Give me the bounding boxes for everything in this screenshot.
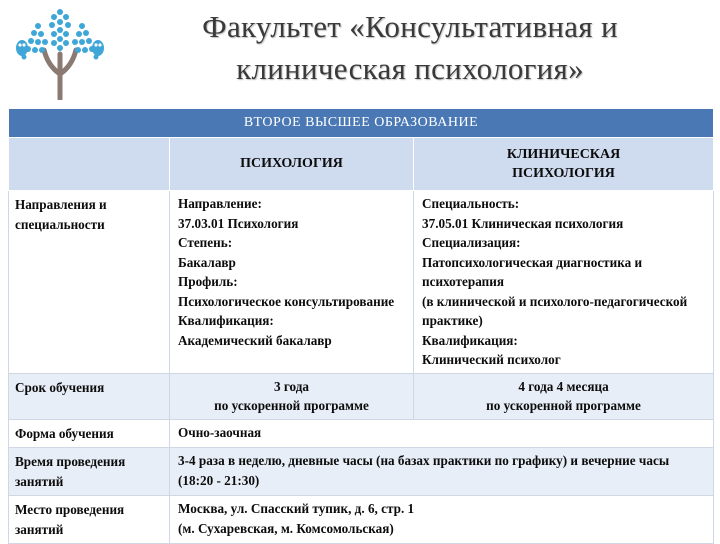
table-row — [9, 448, 714, 496]
education-table — [8, 108, 714, 544]
duration-line: по ускоренной программе — [214, 398, 369, 413]
detail-line: Патопсихологическая диагностика и психотерапия — [422, 254, 643, 289]
detail-line: Специализация: — [422, 235, 521, 250]
detail-line: Квалификация: — [178, 313, 274, 328]
table-subheader-row — [9, 138, 714, 191]
duration-line: по ускоренной программе — [486, 398, 641, 413]
detail-line: Направление: — [178, 196, 262, 211]
detail-line: Специальность: — [422, 196, 520, 211]
row-label: Направления и специальности — [9, 191, 170, 374]
clinical-details — [414, 191, 714, 374]
row-label: Форма обучения — [9, 419, 170, 448]
location-line: Москва, ул. Спасский тупик, д. 6, стр. 1 — [178, 501, 415, 516]
page-title — [112, 6, 708, 90]
column-header-clinical-line2: ПСИХОЛОГИЯ — [512, 166, 615, 181]
detail-line: Клинический психолог — [422, 352, 561, 367]
detail-line: Бакалавр — [178, 254, 236, 270]
empty-cell — [9, 138, 170, 191]
psychology-details — [170, 191, 414, 374]
table-row — [9, 419, 714, 448]
title-line-2: клиническая психология» — [236, 51, 584, 86]
detail-line: Академический бакалавр — [178, 332, 332, 348]
tree-logo-icon — [14, 4, 106, 100]
table-row — [9, 191, 714, 374]
detail-line: Психологическое консультирование — [178, 293, 395, 309]
detail-line: Квалификация: — [422, 332, 518, 348]
column-header-clinical-line1: КЛИНИЧЕСКАЯ — [506, 146, 621, 162]
detail-line: 37.03.01 Психология — [178, 215, 299, 231]
column-header-clinical — [414, 138, 714, 191]
detail-line: 37.05.01 Клиническая психология — [422, 215, 624, 231]
table-header: ВТОРОЕ ВЫСШЕЕ ОБРАЗОВАНИЕ — [9, 109, 714, 138]
table-header-row — [9, 109, 714, 138]
row-label: Время проведения занятий — [9, 448, 170, 496]
title-line-1: Факультет «Консультативная и — [202, 9, 618, 44]
row-label: Место проведения занятий — [9, 496, 170, 544]
duration-line: 3 года — [273, 378, 310, 394]
column-header-psychology: ПСИХОЛОГИЯ — [170, 138, 414, 191]
study-form-value: Очно-заочная — [170, 419, 714, 448]
psychology-duration — [170, 373, 414, 419]
clinical-duration — [414, 373, 714, 419]
class-location-value — [170, 496, 714, 544]
table-row — [9, 373, 714, 419]
detail-line: (в клинической и психолого-педагогической практике) — [422, 293, 688, 328]
location-line: (м. Сухаревская, м. Комсомольская) — [178, 520, 394, 536]
detail-line: Профиль: — [178, 274, 238, 289]
table-row — [9, 496, 714, 544]
detail-line: Степень: — [178, 235, 233, 250]
duration-line: 4 года 4 месяца — [518, 378, 609, 394]
row-label: Срок обучения — [9, 373, 170, 419]
class-time-value: 3-4 раза в неделю, дневные часы (на базах практики по графику) и вечерние часы (18:20 - 21:30) — [170, 448, 714, 496]
